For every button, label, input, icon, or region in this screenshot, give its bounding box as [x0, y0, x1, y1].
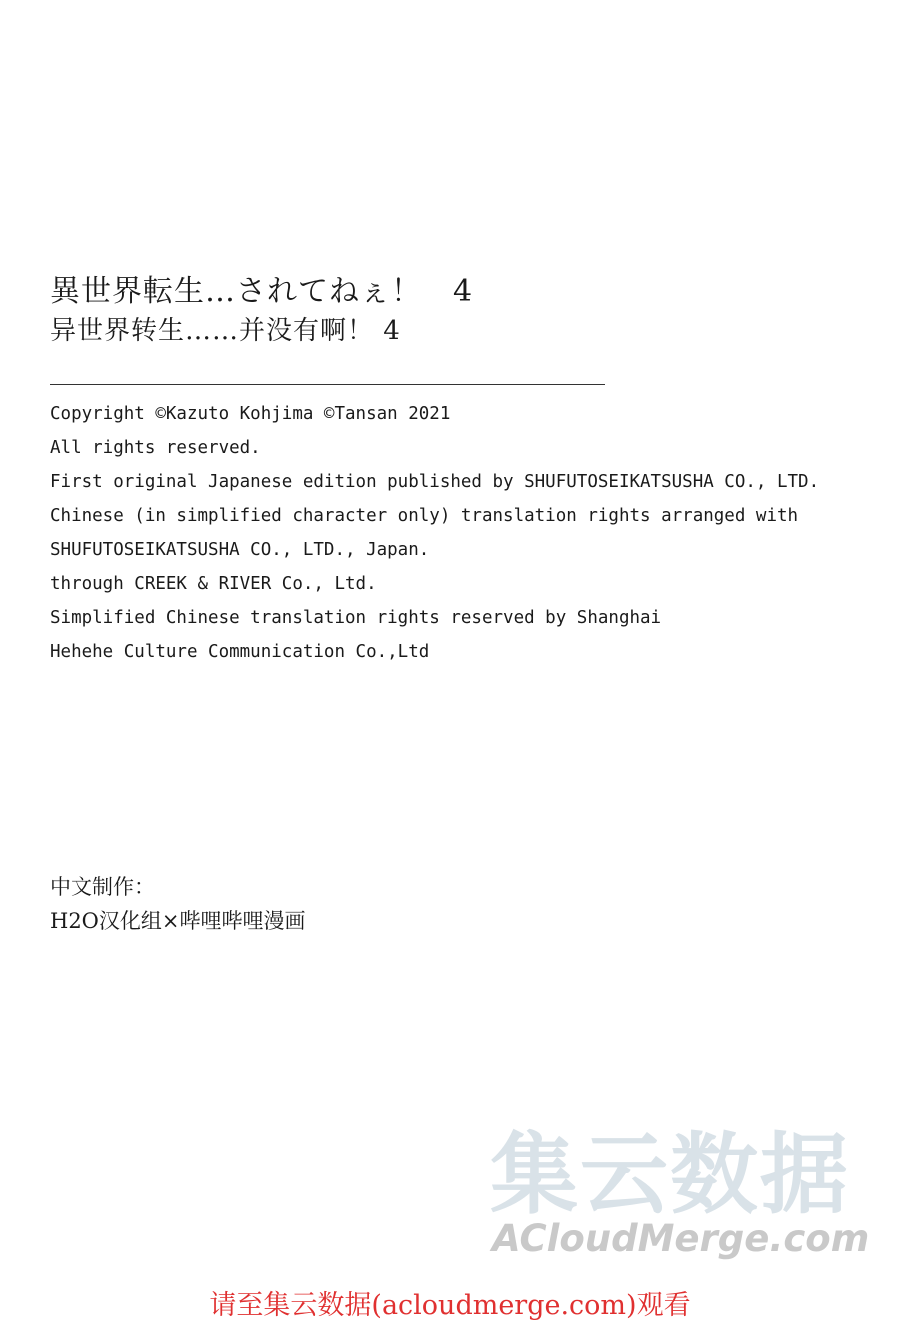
- watermark: [490, 1125, 890, 1265]
- title-japanese: 異世界転生…されてねぇ！ 4: [50, 274, 474, 309]
- copyright-block: [50, 397, 890, 669]
- copyright-line: Hehehe Culture Communication Co.,Ltd: [50, 642, 430, 662]
- title-chinese: 异世界转生……并没有啊！ 4: [50, 316, 401, 346]
- copyright-line: Simplified Chinese translation rights reserved by Shanghai: [50, 608, 662, 628]
- watermark-chinese: 集云数据: [490, 1123, 851, 1226]
- copyright-line: First original Japanese edition published by SHUFUTOSEIKATSUSHA CO., LTD.: [50, 472, 820, 492]
- watermark-english: ACloudMerge.com: [492, 1217, 870, 1260]
- copyright-line: Copyright ©Kazuto Kohjima ©Tansan 2021: [50, 404, 451, 424]
- credits-label: 中文制作：: [50, 875, 155, 899]
- copyright-line: through CREEK & RIVER Co., Ltd.: [50, 574, 377, 594]
- copyright-line: Chinese (in simplified character only) translation rights arranged with: [50, 506, 799, 526]
- copyright-line: SHUFUTOSEIKATSUSHA CO., LTD., Japan.: [50, 540, 430, 560]
- credits-value: H2O汉化组×哔哩哔哩漫画: [50, 909, 306, 933]
- copyright-line: All rights reserved.: [50, 438, 261, 458]
- divider-rule: [50, 384, 605, 385]
- credits-block: [50, 870, 306, 938]
- footer-link[interactable]: 请至集云数据(acloudmerge.com)观看: [209, 1290, 691, 1321]
